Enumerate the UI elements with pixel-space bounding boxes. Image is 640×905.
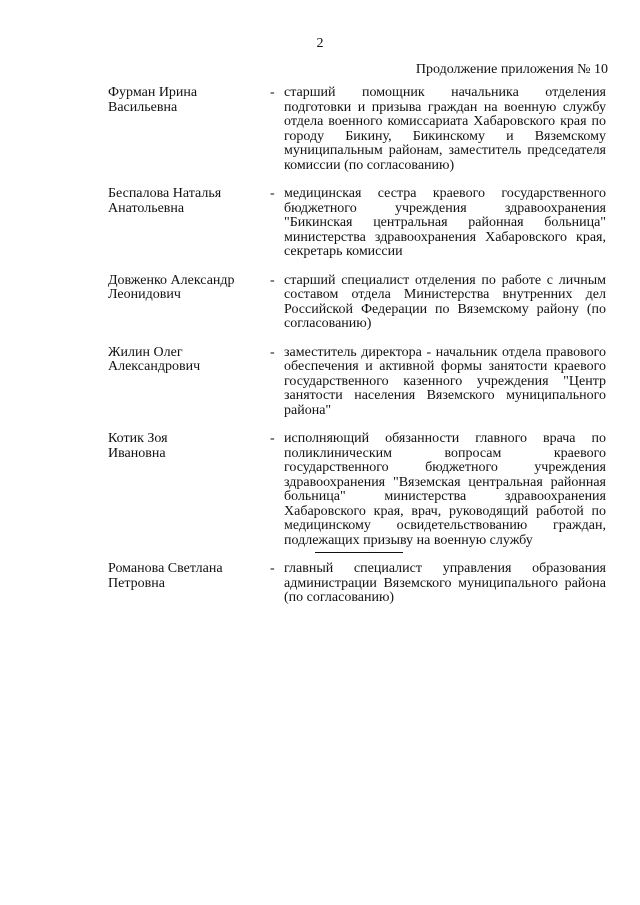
member-name: Котик Зоя Ивановна — [108, 431, 168, 461]
list-item — [108, 86, 606, 173]
dash-separator: - — [270, 344, 275, 360]
list-item — [108, 432, 606, 548]
dash-separator: - — [270, 186, 275, 201]
member-name: Довженко Александр Леонидович — [108, 272, 235, 302]
dash-separator: - — [270, 272, 275, 288]
dash-separator: - — [270, 85, 275, 100]
member-role: исполняющий обязанности главного врача по поликлиническим вопросам краевого государственного бюджетного учреждения здравоохранения "Вяземская центральная районная больница" министерства здравоохранения Хабаровского края, врач, руководящий работой по медицинскому освидетельствованию граждан, подлежащих призыву на военную службу — [284, 431, 606, 548]
member-name: Фурман Ирина Васильевна — [108, 85, 198, 115]
member-name: Жилин Олег Александрович — [108, 344, 201, 374]
member-role: старший специалист отделения по работе с личным составом отдела Министерства внутренних дел Российской Федерации по Вяземскому району (по согласованию) — [284, 272, 606, 331]
list-item — [108, 562, 606, 606]
member-role: главный специалист управления образования администрации Вяземского муниципального района (по согласованию) — [284, 561, 606, 605]
member-role: медицинская сестра краевого государственного бюджетного учреждения здравоохранения "Бикинская центральная районная больница" министерства здравоохранения Хабаровского края, секретарь комиссии — [284, 186, 606, 259]
page-number: 2 — [316, 36, 324, 51]
list-item — [108, 274, 606, 332]
appendix-continuation-label: Продолжение приложения № 10 — [415, 62, 608, 77]
list-item — [108, 187, 606, 260]
member-name: Романова Светлана Петровна — [108, 561, 223, 591]
dash-separator: - — [270, 431, 275, 446]
member-role: старший помощник начальника отделения подготовки и призыва граждан на военную службу отдела военного комиссариата Хабаровского края по городу Бикину, Бикинскому и Вяземскому муниципальным районам, заместитель председателя комиссии (по согласованию) — [284, 85, 606, 173]
commission-member-list — [108, 86, 606, 620]
end-divider — [315, 552, 403, 553]
member-role: заместитель директора - начальник отдела правового обеспечения и активной формы занятости краевого государственного казенного учреждения "Центр занятости населения Вяземского муниципального района" — [284, 344, 606, 418]
list-item — [108, 346, 606, 419]
member-name: Беспалова Наталья Анатольевна — [108, 186, 222, 216]
dash-separator: - — [270, 561, 275, 576]
